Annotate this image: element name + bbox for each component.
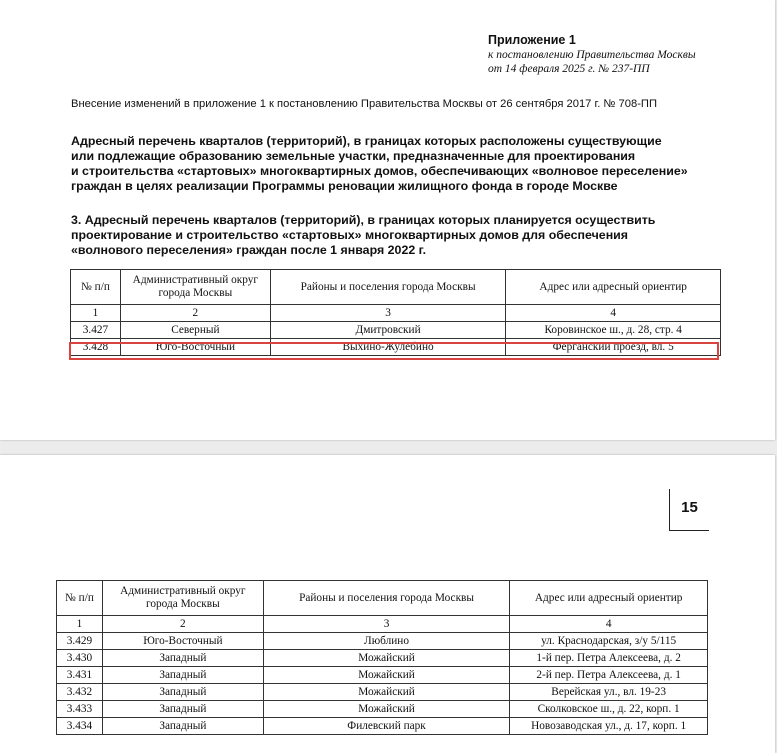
row-district: Западный [102, 718, 263, 735]
table-row [57, 684, 708, 701]
row-district: Юго-Восточный [102, 633, 263, 650]
header-cell-district: Административный округ города Москвы [102, 581, 263, 616]
table-row [57, 633, 708, 650]
appendix-header [488, 33, 696, 76]
row-area: Можайский [263, 667, 510, 684]
column-number: 4 [506, 305, 721, 322]
header-cell-district: Административный округ города Москвы [120, 270, 270, 305]
row-number: 3.430 [57, 650, 103, 667]
row-district: Западный [102, 667, 263, 684]
row-number: 3.428 [71, 339, 121, 356]
table-row [57, 650, 708, 667]
page-number: 15 [669, 489, 709, 531]
row-address: Коровинское ш., д. 28, стр. 4 [506, 322, 721, 339]
row-address: 1-й пер. Петра Алексеева, д. 2 [510, 650, 708, 667]
row-address: Новозаводская ул., д. 17, корп. 1 [510, 718, 708, 735]
row-address: Сколковское ш., д. 22, корп. 1 [510, 701, 708, 718]
row-address: 2-й пер. Петра Алексеева, д. 1 [510, 667, 708, 684]
row-district: Западный [102, 701, 263, 718]
header-cell-number: № п/п [57, 581, 103, 616]
row-district: Западный [102, 684, 263, 701]
table-column-number-row [71, 305, 721, 322]
table-row-highlighted [71, 339, 721, 356]
row-number: 3.433 [57, 701, 103, 718]
appendix-line-2: от 14 февраля 2025 г. № 237-ПП [488, 63, 650, 75]
row-area: Дмитровский [270, 322, 506, 339]
table-column-number-row [57, 616, 708, 633]
column-number: 1 [71, 305, 121, 322]
section-heading-3: 3. Адресный перечень кварталов (территорий), в границах которых планируется осуществить проектирование и строительство «стартовых» многоквартирных домов для обеспечения «волнового переселения» граждан после 1 января 2022 г. [71, 213, 656, 257]
row-area: Выхино-Жулебино [270, 339, 506, 356]
row-number: 3.434 [57, 718, 103, 735]
table-row [57, 718, 708, 735]
column-number: 3 [270, 305, 506, 322]
row-district: Юго-Восточный [120, 339, 270, 356]
row-district: Западный [102, 650, 263, 667]
column-number: 1 [57, 616, 103, 633]
row-address: Ферганский проезд, вл. 5 [506, 339, 721, 356]
appendix-title: Приложение 1 [488, 33, 576, 47]
row-area: Можайский [263, 684, 510, 701]
row-number: 3.429 [57, 633, 103, 650]
row-district: Северный [120, 322, 270, 339]
address-table-page-2 [56, 580, 708, 735]
header-cell-area: Районы и поселения города Москвы [263, 581, 510, 616]
row-area: Можайский [263, 701, 510, 718]
row-area: Люблино [263, 633, 510, 650]
row-number: 3.431 [57, 667, 103, 684]
row-number: 3.427 [71, 322, 121, 339]
header-cell-area: Районы и поселения города Москвы [270, 270, 506, 305]
header-cell-number: № п/п [71, 270, 121, 305]
header-cell-address: Адрес или адресный ориентир [510, 581, 708, 616]
table-row [71, 322, 721, 339]
column-number: 4 [510, 616, 708, 633]
table-row [57, 667, 708, 684]
row-address: Верейская ул., вл. 19-23 [510, 684, 708, 701]
column-number: 3 [263, 616, 510, 633]
column-number: 2 [102, 616, 263, 633]
row-area: Можайский [263, 650, 510, 667]
table-header-row [71, 270, 721, 305]
appendix-line-1: к постановлению Правительства Москвы [488, 49, 696, 61]
table-header-row [57, 581, 708, 616]
section-heading-main: Адресный перечень кварталов (территорий), в границах которых расположены существующие или подлежащие образованию земельные участки, предназначенные для проектирования и строительства «стартовых» многоквартирных домов, обеспечивающих «волновое переселение» граждан в целях реализации Программы реновации жилищного фонда в городе Москве [71, 134, 688, 193]
table-row [57, 701, 708, 718]
row-address: ул. Краснодарская, з/у 5/115 [510, 633, 708, 650]
column-number: 2 [120, 305, 270, 322]
address-table-page-1 [70, 269, 721, 356]
header-cell-address: Адрес или адресный ориентир [506, 270, 721, 305]
row-area: Филевский парк [263, 718, 510, 735]
amendment-line: Внесение изменений в приложение 1 к постановлению Правительства Москвы от 26 сентября 2017 г. № 708-ПП [71, 98, 658, 110]
row-number: 3.432 [57, 684, 103, 701]
